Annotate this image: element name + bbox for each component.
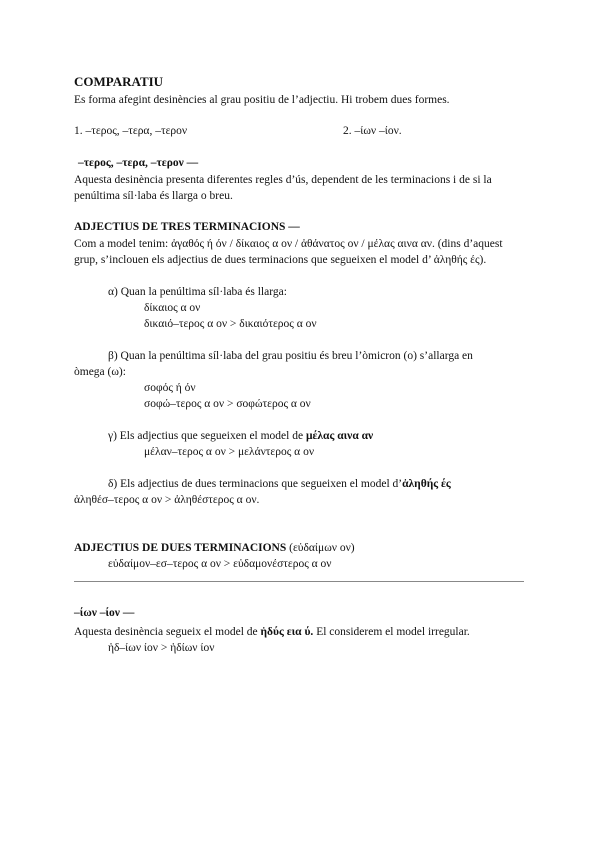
section1-text-line1: Aquesta desinència presenta diferentes regles d’ús, dependent de les terminacions i de si la bbox=[74, 174, 492, 186]
beta-label-line1: β) Quan la penúltima síl·laba del grau positiu és breu l’òmicron (ο) s’allarga en bbox=[108, 350, 473, 362]
section2-text bbox=[74, 625, 470, 640]
section2-text-pre: Aquesta desinència segueix el model de bbox=[74, 626, 261, 638]
alpha-label: α) Quan la penúltima síl·laba és llarga: bbox=[108, 286, 287, 298]
beta-example1: σοφός ή όν bbox=[144, 382, 196, 394]
alpha-example1: δίκαιος α ον bbox=[144, 302, 201, 314]
dues-paren: (εὐδαίμων ον) bbox=[286, 542, 355, 554]
delta-example1: ἀληθέσ‒τερος α ον > ἀληθέστερος α ον. bbox=[74, 494, 260, 506]
section2-heading: ‒ίων ‒ίον ― bbox=[74, 607, 135, 619]
alpha-example2: δικαιό‒τερος α ον > δικαιότερος α ον bbox=[144, 318, 317, 330]
page-title: COMPARATIU bbox=[74, 74, 164, 89]
section1-text-line2: penúltima síl·laba és llarga o breu. bbox=[74, 190, 233, 202]
dues-example1: εὐδαίμον‒εσ‒τερος α ον > εὐδαμονέστερος α ον bbox=[108, 558, 332, 570]
form-two: 2. ‒ίων ‒ίον. bbox=[343, 125, 402, 137]
section1-heading: ‒τερος, ‒τερα, ‒τερον ― bbox=[78, 157, 199, 169]
gamma-label bbox=[108, 429, 373, 444]
tres-line1: Com a model tenim: ἀγαθός ή όν / δίκαιος α ον / ἀθάνατος ον / μέλας αινα αν. (dins d’aquest bbox=[74, 238, 503, 250]
tres-line2: grup, s’inclouen els adjectius de dues terminacions que segueixen el model d’ ἀληθής ές). bbox=[74, 254, 487, 266]
delta-label bbox=[108, 477, 451, 492]
dues-heading: ADJECTIUS DE DUES TERMINACIONS bbox=[74, 542, 287, 554]
intro-text: Es forma afegint desinències al grau positiu de l’adjectiu. Hi trobem dues formes. bbox=[74, 94, 450, 106]
beta-example2: σοφώ‒τερος α ον > σοφώτερος α ον bbox=[144, 398, 311, 410]
beta-label-line2: òmega (ω): bbox=[74, 366, 126, 378]
dues-heading-line bbox=[74, 541, 355, 556]
tres-heading: ADJECTIUS DE TRES TERMINACIONS ― bbox=[74, 221, 300, 233]
delta-model: ἀληθής ές bbox=[402, 478, 451, 490]
gamma-example1: μέλαν‒τερος α ον > μελάντερος α ον bbox=[144, 446, 315, 458]
section2-text-post: El considerem el model irregular. bbox=[313, 626, 470, 638]
delta-label-text: δ) Els adjectius de dues terminacions que segueixen el model d’ bbox=[108, 478, 403, 490]
gamma-label-text: γ) Els adjectius que segueixen el model de bbox=[108, 430, 306, 442]
horizontal-divider bbox=[74, 581, 524, 582]
gamma-model: μέλας αινα αν bbox=[305, 430, 374, 442]
section2-model: ἡδύς εια ύ. bbox=[260, 626, 314, 638]
form-one: 1. ‒τερος, ‒τερα, ‒τερον bbox=[74, 125, 188, 137]
section2-example1: ἡδ‒ίων ίον > ἡδίων ίον bbox=[108, 642, 215, 654]
